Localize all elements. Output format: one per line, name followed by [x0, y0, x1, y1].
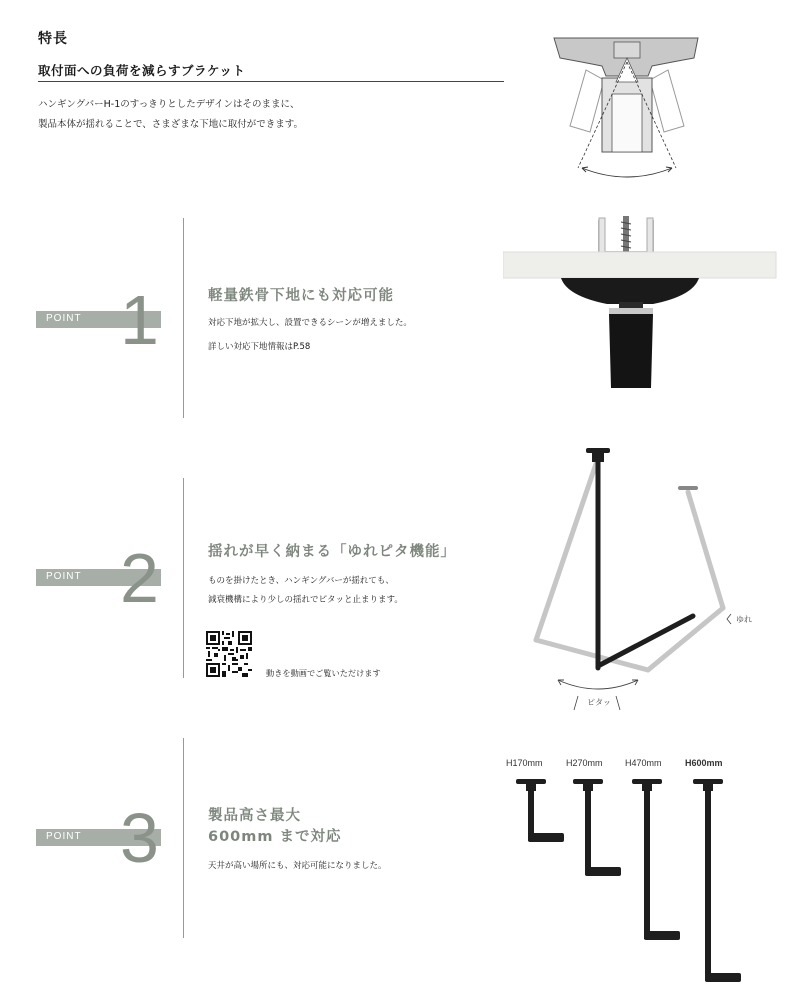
point3-divider	[183, 738, 184, 938]
size-label-600: H600mm	[685, 758, 723, 768]
size-label-270: H270mm	[566, 758, 603, 768]
point2-heading: 揺れが早く納まる「ゆれピタ機能」	[208, 544, 456, 560]
point2-body-line-2: 減衰機構により少しの揺れでピタッと止まります。	[208, 595, 403, 605]
page-title: 特長	[38, 31, 68, 47]
point2-divider	[183, 478, 184, 678]
point1-number: 1	[120, 281, 159, 359]
size-label-170: H170mm	[506, 758, 543, 768]
intro-line-2: 製品本体が揺れることで、さまざまな下地に取付ができます。	[38, 119, 304, 130]
video-caption: 動きを動画でご覧いただけます	[266, 668, 381, 678]
point2-tag-label: POINT	[46, 571, 82, 582]
point2-body	[208, 572, 403, 610]
point3-body: 天井が高い場所にも、対応可能になりました。	[208, 861, 387, 871]
point3-number: 3	[120, 799, 159, 877]
point1-body-line-1: 対応下地が拡大し、設置できるシーンが増えました。	[208, 318, 412, 328]
point2-number: 2	[120, 539, 159, 617]
point3-heading-line-2: 600mm まで対応	[208, 829, 342, 845]
point2-body-line-1: ものを掛けたとき、ハンギングバーが揺れても、	[208, 576, 394, 586]
point1-tag-label: POINT	[46, 313, 82, 324]
point3-heading-line-1: 製品高さ最大	[208, 808, 301, 824]
label-pita: ピタッ	[587, 698, 611, 707]
label-yure: ゆれ	[736, 615, 752, 624]
point1-divider	[183, 218, 184, 418]
point1-body-line-2: 詳しい対応下地情報はP.58	[208, 342, 311, 352]
point3-heading	[208, 806, 342, 848]
intro-line-1: ハンギングバーH-1のすっきりとしたデザインはそのままに、	[38, 99, 300, 110]
page-subtitle: 取付面への負荷を減らすブラケット	[38, 63, 246, 78]
point1-heading: 軽量鉄骨下地にも対応可能	[208, 288, 394, 304]
intro-text	[38, 95, 303, 135]
title-divider	[38, 81, 504, 82]
point1-body	[208, 314, 412, 357]
size-comparison-diagram	[500, 775, 760, 990]
ceiling-mount-photo	[503, 212, 778, 392]
swing-diagram	[528, 440, 768, 715]
point3-tag-label: POINT	[46, 831, 82, 842]
size-label-470: H470mm	[625, 758, 662, 768]
qr-code[interactable]	[206, 631, 252, 677]
bracket-section-diagram	[552, 36, 702, 186]
